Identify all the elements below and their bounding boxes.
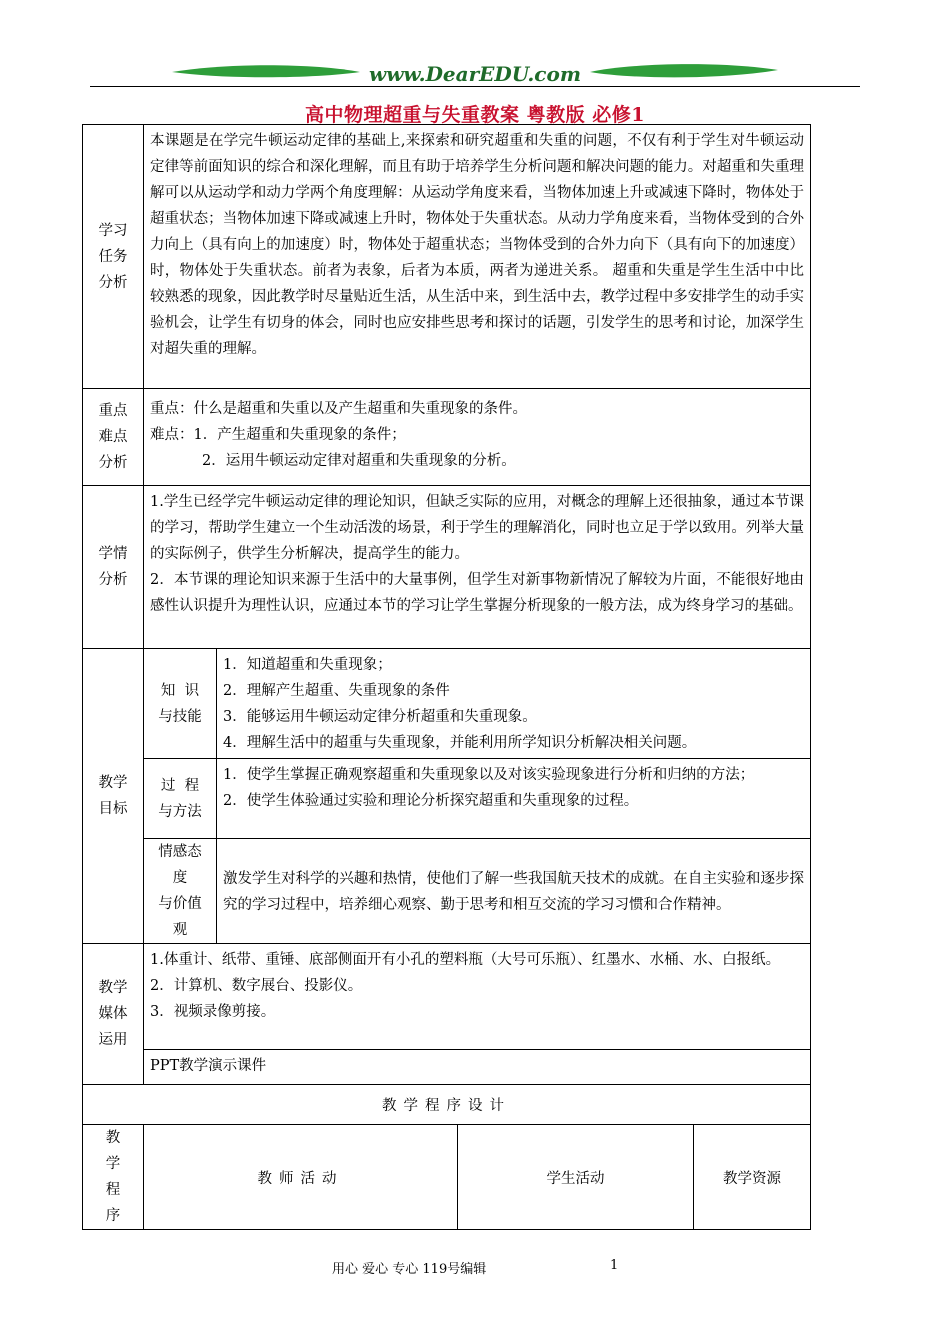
column-student-activity: 学生活动 — [458, 1125, 694, 1230]
label-key-points: 重点 难点 分析 — [83, 389, 144, 486]
task-analysis-text: 本课题是在学完牛顿运动定律的基础上,来探索和研究超重和失重的问题，不仅有利于学生对牛顿运动定律等前面知识的综合和深化理解，而且有助于培养学生分析问题和解决问题的能力。对超重和失重理解可以从运动学和动力学两个角度理解：从运动学角度来看，当物体加速上升或减速下降时，物体处于超重状态；当物体加速下降或减速上升时，物体处于失重状态。从动力学角度来看，当物体受到的合外力向上（具有向上的加速度）时，物体处于超重状态；当物体受到的合外力向下（具有向下的加速度）时，物体处于失重状态。前者为表象，后者为本质，两者为递进关系。 超重和失重是学生生活中中比较熟悉的现象，因此教学时尽量贴近生活，从生活中来，到生活中去，教学过程中多安排学生的动手实验机会，让学生有切身的体会，同时也应安排些思考和探讨的话题，引发学生的思考和讨论，加深学生对超失重的理解。 — [144, 125, 811, 389]
row-goal-knowledge — [83, 649, 811, 759]
media-ppt-text: PPT教学演示课件 — [144, 1050, 811, 1085]
label-process-methods: 过 程 与方法 — [144, 759, 217, 839]
label-teaching-media: 教学 媒体 运用 — [83, 944, 144, 1085]
column-teacher-activity: 教师活动 — [144, 1125, 458, 1230]
key-points-text: 重点：什么是超重和失重以及产生超重和失重现象的条件。 难点：1．产生超重和失重现象的条件； 2．运用牛顿运动定律对超重和失重现象的分析。 — [144, 389, 811, 486]
row-procedure-heading — [83, 1085, 811, 1125]
label-knowledge-skills: 知 识 与技能 — [144, 649, 217, 759]
header-rule — [90, 86, 860, 87]
knowledge-skills-text: 1．知道超重和失重现象； 2．理解产生超重、失重现象的条件 3．能够运用牛顿运动定律分析超重和失重现象。 4．理解生活中的超重与失重现象，并能利用所学知识分析解决相关问题。 — [217, 649, 811, 759]
column-teaching-resources: 教学资源 — [694, 1125, 811, 1230]
media-text: 1.体重计、纸带、重锤、底部侧面开有小孔的塑料瓶（大号可乐瓶）、红墨水、水桶、水、白报纸。 2．计算机、数字展台、投影仪。 3．视频录像剪接。 — [144, 944, 811, 1050]
row-media — [83, 944, 811, 1050]
logo-left-swoosh — [172, 65, 360, 77]
row-procedure-columns — [83, 1125, 811, 1230]
row-key-points — [83, 389, 811, 486]
row-media-ppt — [83, 1050, 811, 1085]
lesson-plan-table — [82, 124, 811, 1230]
row-goal-process — [83, 759, 811, 839]
row-goal-emotion — [83, 839, 811, 944]
logo-text: www.DearEDU.com — [368, 62, 582, 86]
page-number: 1 — [610, 1258, 619, 1273]
label-learner-analysis: 学情 分析 — [83, 486, 144, 649]
document-title: 高中物理超重与失重教案 粤教版 必修1 — [305, 104, 645, 126]
row-learner-analysis — [83, 486, 811, 649]
row-task-analysis — [83, 125, 811, 389]
label-emotion-values: 情感态 度 与价值 观 — [144, 839, 217, 944]
label-procedure: 教 学 程 序 — [83, 1125, 144, 1230]
emotion-values-text: 激发学生对科学的兴趣和热情，使他们了解一些我国航天技术的成就。在自主实验和逐步探究的学习过程中，培养细心观察、勤于思考和相互交流的学习习惯和合作精神。 — [217, 839, 811, 944]
procedure-heading: 教学程序设计 — [83, 1085, 811, 1125]
label-teaching-goals: 教学 目标 — [83, 649, 144, 944]
logo-right-swoosh — [590, 64, 778, 77]
footer-text: 用心 爱心 专心 119号编辑 — [332, 1262, 487, 1277]
label-task-analysis: 学习 任务 分析 — [83, 125, 144, 389]
learner-analysis-text: 1.学生已经学完牛顿运动定律的理论知识，但缺乏实际的应用，对概念的理解上还很抽象，通过本节课的学习，帮助学生建立一个生动活泼的场景，利于学生的理解消化，同时也立足于学以致用。列举大量的实际例子，供学生分析解决，提高学生的能力。 2．本节课的理论知识来源于生活中的大量事例，但学生对新事物新情况了解较为片面，不能很好地由感性认识提升为理性认识，应通过本节的学习让学生掌握分析现象的一般方法，成为终身学习的基础。 — [144, 486, 811, 649]
process-methods-text: 1．使学生掌握正确观察超重和失重现象以及对该实验现象进行分析和归纳的方法； 2．使学生体验通过实验和理论分析探究超重和失重现象的过程。 — [217, 759, 811, 839]
